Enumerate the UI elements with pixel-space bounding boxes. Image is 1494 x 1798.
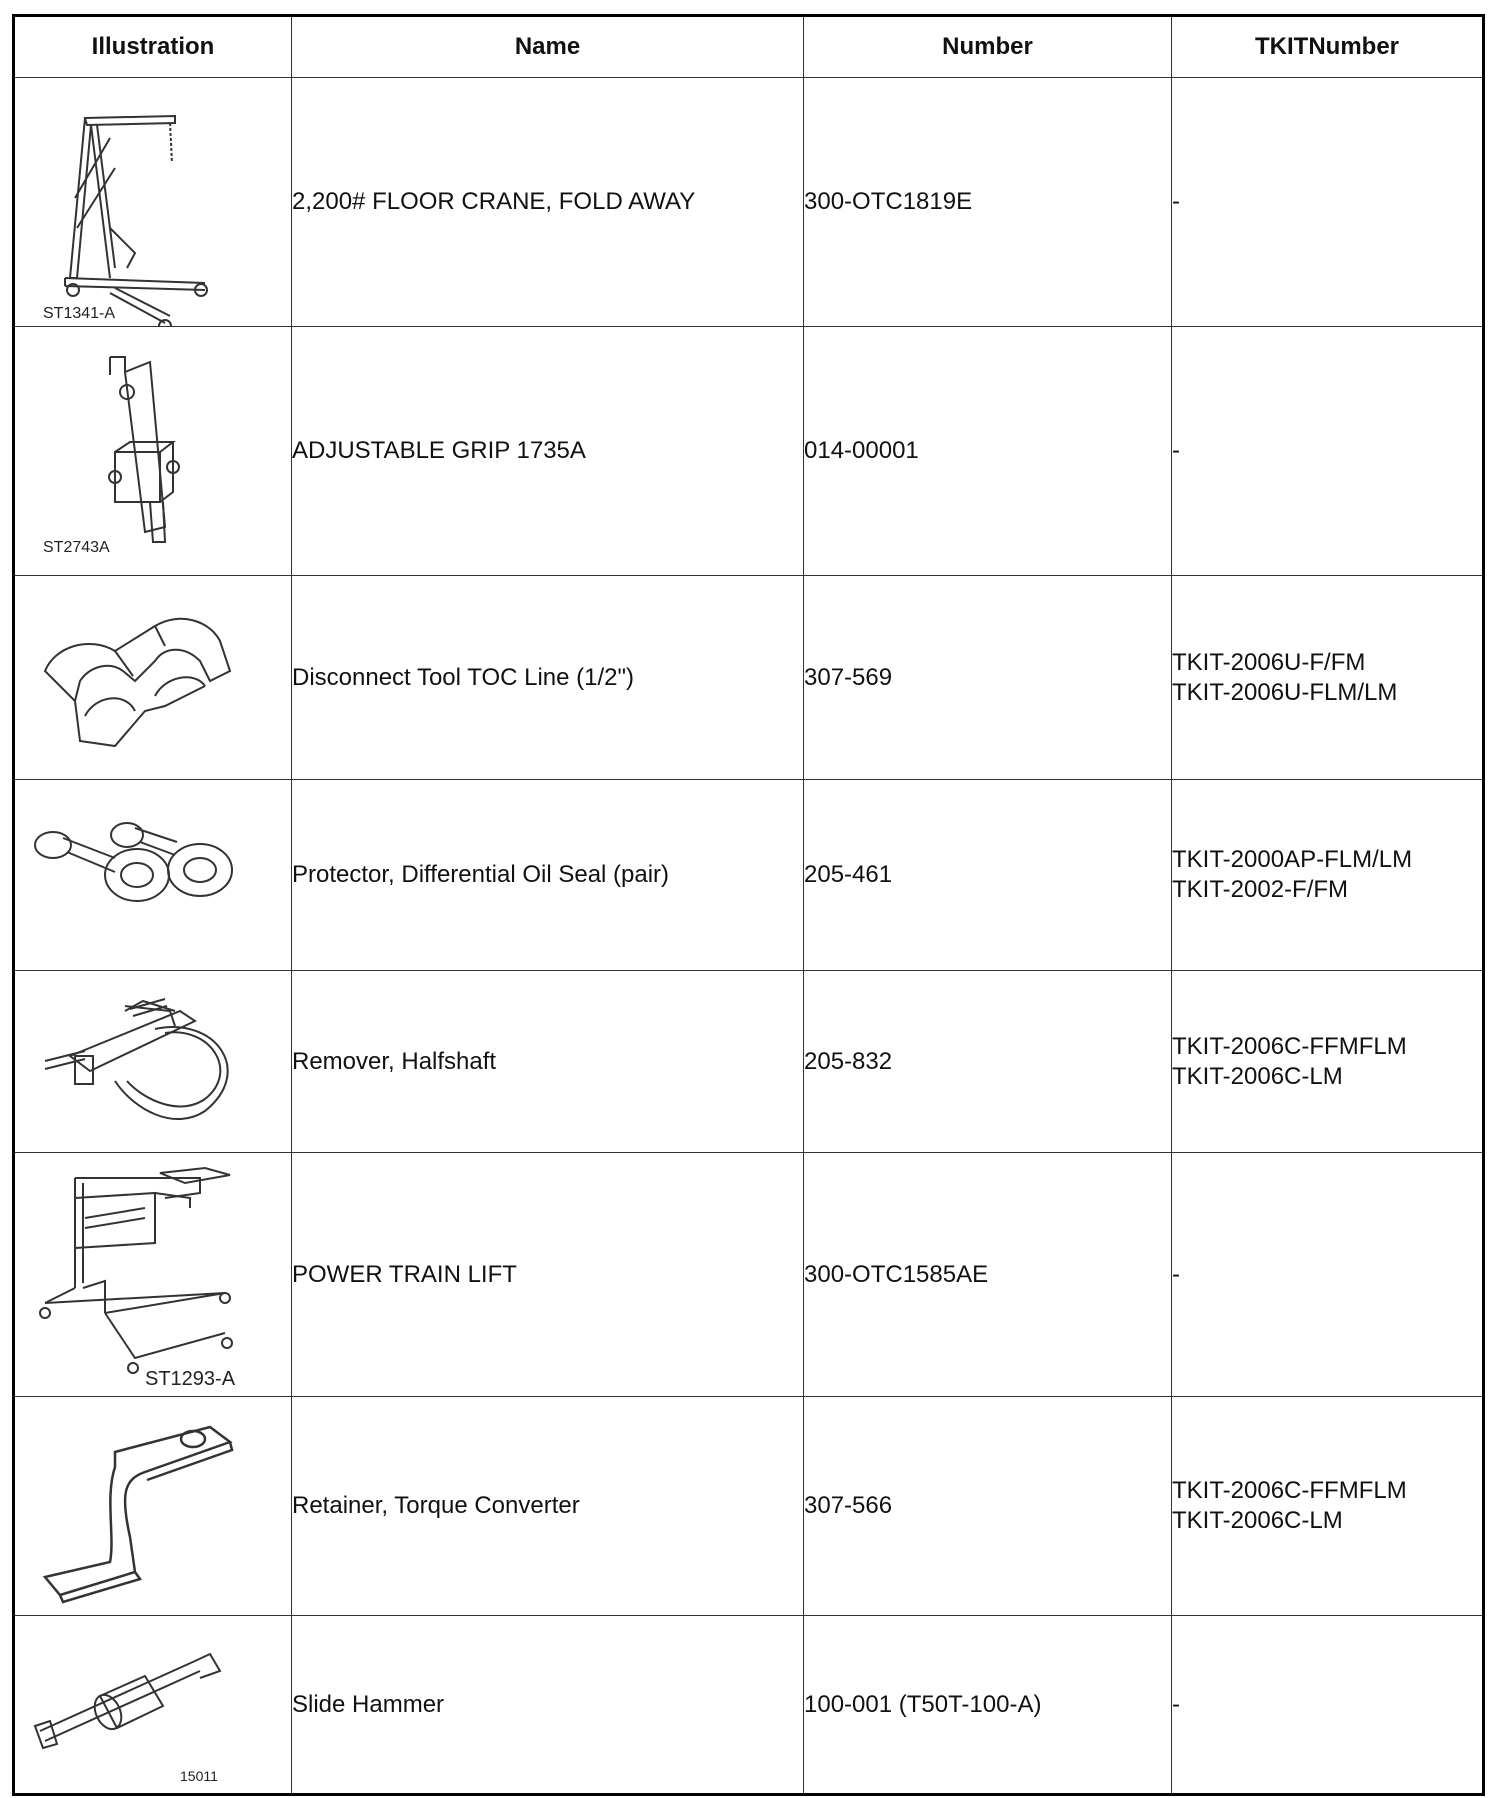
tkit-cell [1172,1153,1484,1397]
tkit-cell [1172,576,1484,780]
number-cell: 307-569 [804,576,1172,780]
oil-seal-protector-icon [15,780,291,970]
tkit-number: TKIT-2006C-FFMFLM [1172,1032,1407,1060]
header-row [14,16,1484,78]
name-cell: Disconnect Tool TOC Line (1/2") [292,576,804,780]
table-row [14,780,1484,971]
disconnect-tool-icon [15,576,291,779]
torque-converter-retainer-icon [15,1397,291,1615]
halfshaft-remover-icon [15,971,291,1152]
tkit-cell [1172,1397,1484,1616]
number-cell: 100-001 (T50T-100-A) [804,1616,1172,1795]
tkit-number-header: TKITNumber [1172,16,1484,78]
number-cell: 014-00001 [804,327,1172,576]
name-cell: 2,200# FLOOR CRANE, FOLD AWAY [292,78,804,327]
tkit-cell [1172,1616,1484,1795]
floor-crane-icon [15,78,291,326]
name-cell: Protector, Differential Oil Seal (pair) [292,780,804,971]
table-row [14,971,1484,1153]
tkit-number: TKIT-2006C-LM [1172,1507,1343,1534]
number-header: Number [804,16,1172,78]
adjustable-grip-icon [15,327,291,575]
number-cell: 300-OTC1585AE [804,1153,1172,1397]
tkit-cell [1172,78,1484,327]
name-cell: Remover, Halfshaft [292,971,804,1153]
table-row [14,1616,1484,1795]
tkit-number: TKIT-2000AP-FLM/LM [1172,846,1413,873]
slide-hammer-icon [15,1616,291,1793]
name-cell: ADJUSTABLE GRIP 1735A [292,327,804,576]
tkit-number: - [1172,1260,1180,1288]
illustration-code: ST1293-A [145,1368,236,1390]
table-row [14,78,1484,327]
table-row [14,1153,1484,1397]
name-cell: Slide Hammer [292,1616,804,1795]
power-train-lift-icon [15,1153,291,1396]
tkit-number: TKIT-2006U-F/FM [1172,648,1366,676]
number-cell: 205-832 [804,971,1172,1153]
illustration-code: ST1341-A [43,305,116,322]
number-cell: 307-566 [804,1397,1172,1616]
tkit-cell [1172,327,1484,576]
illustration-cell [14,780,292,971]
table-row [14,327,1484,576]
tkit-number: - [1172,437,1180,464]
tkit-number: TKIT-2002-F/FM [1172,876,1349,903]
number-cell: 300-OTC1819E [804,78,1172,327]
tkit-number: TKIT-2006U-FLM/LM [1172,678,1398,706]
name-header: Name [292,16,804,78]
name-cell: Retainer, Torque Converter [292,1397,804,1616]
tkit-number: - [1172,188,1180,215]
number-cell: 205-461 [804,780,1172,971]
illustration-cell [14,327,292,576]
illustration-cell [14,78,292,327]
illustration-cell [14,971,292,1153]
special-tools-table [12,14,1485,1796]
illustration-cell [14,1616,292,1795]
tkit-cell [1172,971,1484,1153]
illustration-cell [14,1153,292,1397]
name-cell: POWER TRAIN LIFT [292,1153,804,1397]
illustration-code: ST2743A [43,539,110,556]
illustration-cell [14,576,292,780]
illustration-cell [14,1397,292,1616]
illustration-code: 15011 [180,1768,218,1784]
tkit-number: - [1172,1690,1180,1718]
tkit-number: TKIT-2006C-FFMFLM [1172,1477,1407,1504]
tkit-number: TKIT-2006C-LM [1172,1062,1343,1090]
table-row [14,576,1484,780]
table-row [14,1397,1484,1616]
tkit-cell [1172,780,1484,971]
illustration-header: Illustration [14,16,292,78]
